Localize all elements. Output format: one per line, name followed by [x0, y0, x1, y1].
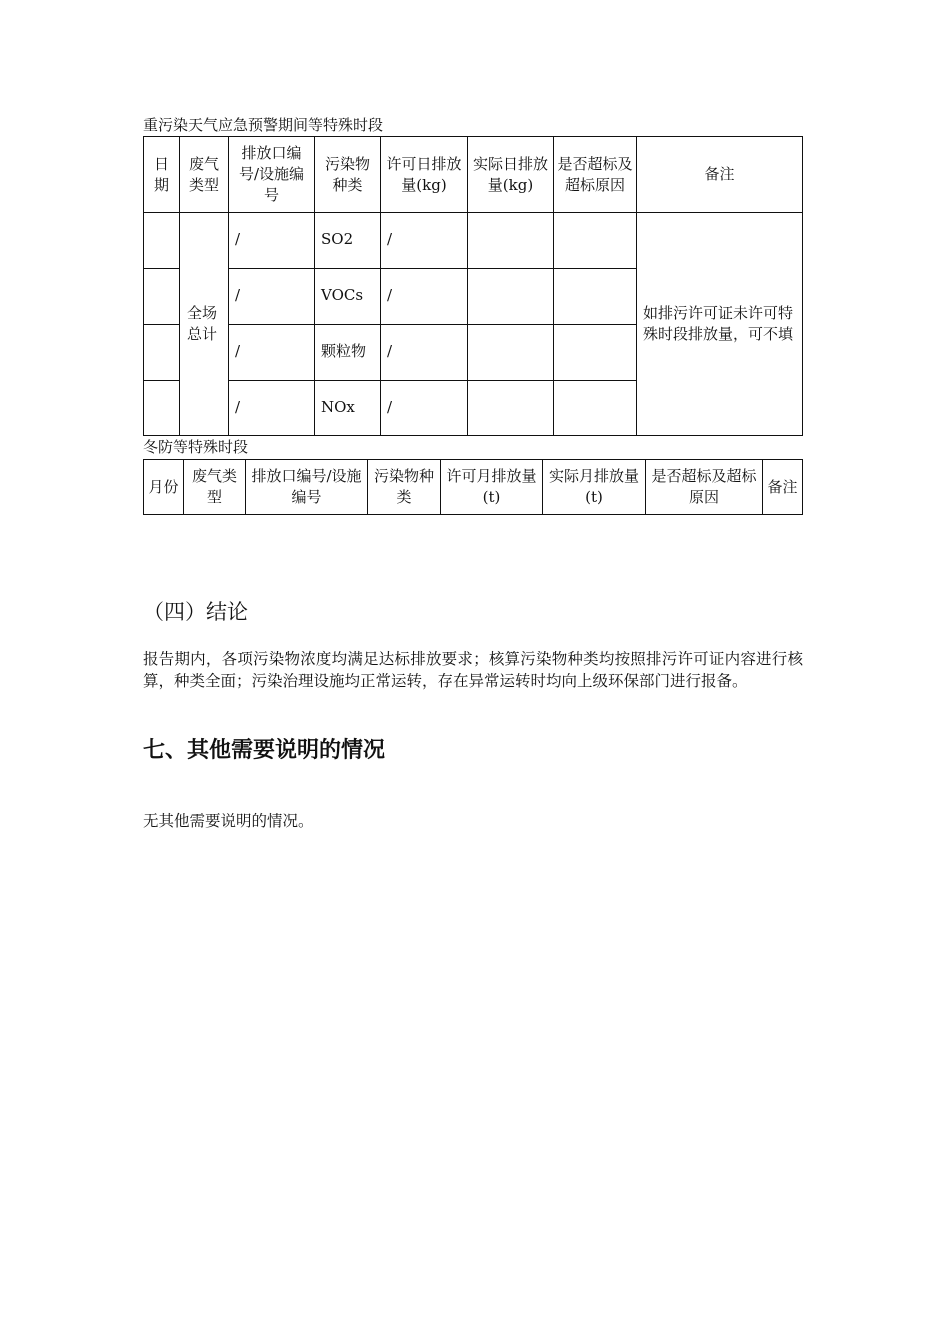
table1-caption: 重污染天气应急预警期间等特殊时段: [143, 116, 384, 134]
header-outlet-number: 排放口编号/设施编号: [229, 137, 315, 213]
exceed-cell: [554, 213, 637, 269]
table2-caption: 冬防等特殊时段: [143, 438, 249, 456]
header-waste-gas-type: 废气类型: [180, 137, 229, 213]
pollutant-cell: SO2: [315, 213, 381, 269]
header-actual-daily: 实际日排放量(kg): [468, 137, 554, 213]
section7-heading: 七、其他需要说明的情况: [143, 738, 386, 763]
actual-cell: [468, 325, 554, 381]
pollutant-cell: 颗粒物: [315, 325, 381, 381]
exceed-cell: [554, 269, 637, 325]
header-permitted-daily: 许可日排放量(kg): [381, 137, 468, 213]
conclusion-paragraph: 报告期内，各项污染物浓度均满足达标排放要求；核算污染物种类均按照排污许可证内容进行核算，种类全面；污染治理设施均正常运转，存在异常运转时均向上级环保部门进行报备。: [143, 650, 803, 690]
exceed-cell: [554, 381, 637, 436]
permit-cell: /: [381, 269, 468, 325]
exceed-cell: [554, 325, 637, 381]
header-exceed-reason: 是否超标及超标原因: [646, 460, 763, 515]
permit-cell: /: [381, 213, 468, 269]
actual-cell: [468, 381, 554, 436]
header-remark: 备注: [637, 137, 803, 213]
header-outlet-number: 排放口编号/设施编号: [246, 460, 368, 515]
date-cell: [144, 381, 180, 436]
date-cell: [144, 213, 180, 269]
header-permitted-monthly: 许可月排放量(t): [441, 460, 543, 515]
header-month: 月份: [144, 460, 184, 515]
table-row: [144, 213, 803, 269]
outlet-cell: /: [229, 381, 315, 436]
actual-cell: [468, 213, 554, 269]
section7-paragraph: 无其他需要说明的情况。: [143, 812, 314, 830]
header-remark: 备注: [763, 460, 803, 515]
conclusion-heading: （四）结论: [143, 600, 248, 624]
pollutant-cell: NOx: [315, 381, 381, 436]
permit-cell: /: [381, 381, 468, 436]
winter-period-monthly-table: [143, 459, 803, 515]
outlet-cell: /: [229, 269, 315, 325]
remark-cell: 如排污许可证未许可特殊时段排放量，可不填: [637, 213, 803, 436]
pollutant-cell: VOCs: [315, 269, 381, 325]
date-cell: [144, 325, 180, 381]
outlet-cell: /: [229, 213, 315, 269]
header-actual-monthly: 实际月排放量(t): [543, 460, 646, 515]
header-exceed-reason: 是否超标及超标原因: [554, 137, 637, 213]
special-period-daily-table: [143, 136, 803, 436]
header-date: 日期: [144, 137, 180, 213]
header-pollutant-type: 污染物种类: [368, 460, 441, 515]
actual-cell: [468, 269, 554, 325]
outlet-cell: /: [229, 325, 315, 381]
date-cell: [144, 269, 180, 325]
permit-cell: /: [381, 325, 468, 381]
header-waste-gas-type: 废气类型: [184, 460, 246, 515]
header-pollutant-type: 污染物种类: [315, 137, 381, 213]
waste-gas-type-cell: 全场总计: [180, 213, 229, 436]
